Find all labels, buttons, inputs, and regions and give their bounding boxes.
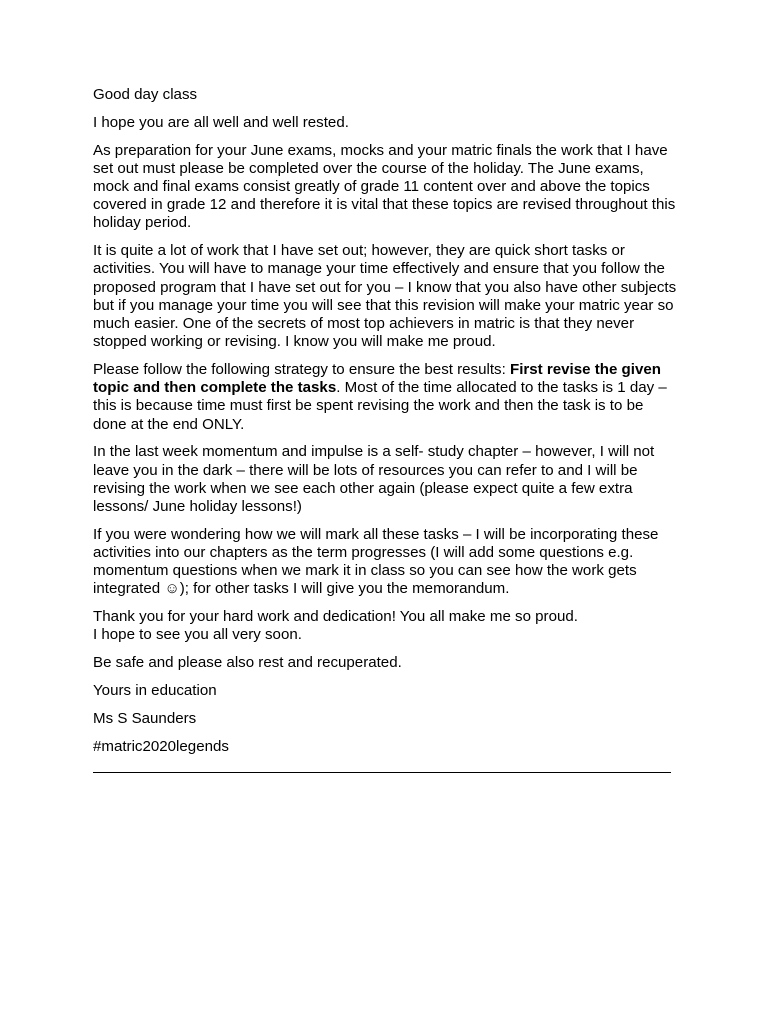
closing: Yours in education: [93, 682, 217, 700]
paragraph-be-safe: Be safe and please also rest and recuperated.: [93, 654, 402, 672]
paragraph-marking: If you were wondering how we will mark all these tasks – I will be incorporating these activities into our chapters as the term progresses (I will add some questions e.g. momentum questions when we mark it in class so you can see how the work gets integrated ☺); for other tasks I will give you the memorandum.: [93, 525, 659, 598]
greeting: Good day class: [93, 86, 198, 103]
see-you-line: I hope to see you all very soon.: [93, 626, 302, 644]
horizontal-rule: [93, 772, 671, 773]
strategy-emphasis: First revise the given topic and then complete the tasks: [93, 361, 661, 397]
signature: Ms S Saunders: [93, 709, 197, 727]
paragraph-wellbeing: I hope you are all well and well rested.: [93, 113, 349, 131]
paragraph-strategy: [93, 361, 677, 434]
letter-body: [93, 86, 677, 773]
hashtag: #matric2020legends: [93, 737, 229, 755]
paragraph-thanks: [93, 608, 677, 644]
thanks-line: Thank you for your hard work and dedication! You all make me so proud.: [93, 608, 578, 626]
paragraph-self-study: In the last week momentum and impulse is a self- study chapter – however, I will not leave you in the dark – there will be lots of resources you can refer to and I will be revising the work when we see each other again (please expect quite a few extra lessons/ June holiday lessons!): [93, 443, 655, 516]
paragraph-preparation: As preparation for your June exams, mocks and your matric finals the work that I have set out must please be completed over the course of the holiday. The June exams, mock and final exams consist greatly of grade 11 content over and above the topics covered in grade 12 and therefore it is vital that these topics are revised throughout this holiday period.: [93, 141, 676, 232]
strategy-detail: . Most of the time allocated to the tasks is 1 day – this is because time must first be spent revising the work and then the task is to be done at the end ONLY.: [93, 379, 667, 433]
paragraph-workload: It is quite a lot of work that I have set out; however, they are quick short tasks or activities. You will have to manage your time effectively and ensure that you follow the proposed program that I have set out for you – I know that you also have other subjects but if you manage your time you will see that this revision will make your matric year so much easier. One of the secrets of most top achievers in matric is that they never stopped working or revising. I know you will make me proud.: [93, 242, 677, 351]
strategy-intro: Please follow the following strategy to ensure the best results:: [93, 361, 510, 379]
